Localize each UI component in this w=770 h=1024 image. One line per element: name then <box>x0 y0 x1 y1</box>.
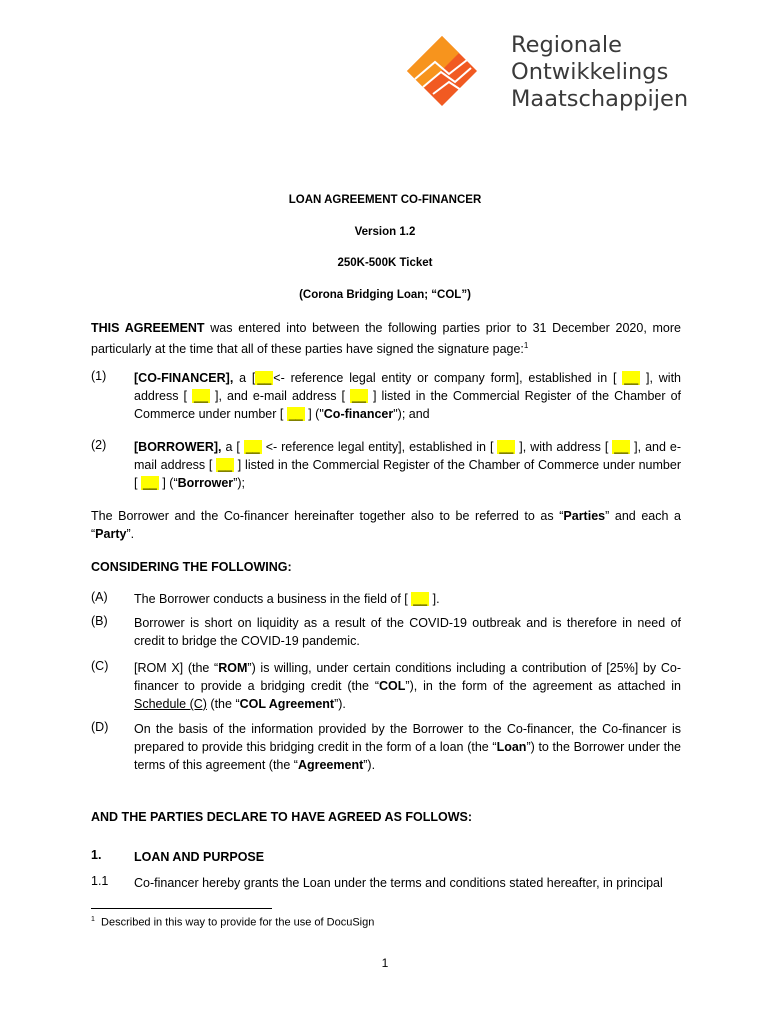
recital-d-text: On the basis of the information provided by the Borrower to the Co-financer, the Co-financer is prepared to provide this bridging credit in the form of a loan (the “Loan”) to the Borrower under the terms of this agreement (the “Agreement”). <box>134 722 682 772</box>
intro-text: was entered into between the following parties prior to 31 December 2020, more particularly at the time that all of these parties have signed the signature page: <box>91 321 681 357</box>
footnote <box>91 916 374 929</box>
logo-line-3: Maatschappijen <box>511 86 689 112</box>
document-title: LOAN AGREEMENT CO-FINANCER <box>288 194 482 206</box>
party-1-text: [CO-FINANCER], a [ __ <- reference legal entity or company form], established in [ __ ], with address [ __ ], and e-mail address [ __ ] listed in the Commercial Register of the Chamber of Commerce under number [ __ ] ("Co-financer"); and <box>134 371 682 421</box>
document-version: Version 1.2 <box>354 226 416 238</box>
recital-a-number: (A) <box>91 590 108 604</box>
section-1-number: 1. <box>91 848 102 862</box>
footnote-text: Described in this way to provide for the use of DocuSign <box>101 916 375 929</box>
logo-line-1: Regionale <box>511 32 622 58</box>
party-2-number: (2) <box>91 438 107 452</box>
page-number: 1 <box>381 956 389 970</box>
recital-a-text: The Borrower conducts a business in the field of [ __ ]. <box>134 592 440 606</box>
recital-d-number: (D) <box>91 720 109 734</box>
intro-paragraph <box>91 319 681 358</box>
clause-1-1-text: Co-financer hereby grants the Loan under the terms and conditions stated hereafter, in principal <box>134 876 663 890</box>
document-ticket: 250K-500K Ticket <box>337 257 433 269</box>
document-subtitle: (Corona Bridging Loan; “COL”) <box>299 289 471 301</box>
logo-line-2: Ontwikkelings <box>511 59 669 85</box>
footnote-ref: 1 <box>523 341 529 350</box>
recital-c-text: [ROM X] (the “ROM”) is willing, under certain conditions including a contribution of [25%] by Co-financer to provide a bridging credit (the “COL”), in the form of the agreement as attached in Schedule (C) (the “COL Agreement”). <box>134 661 682 711</box>
recital-b-text: Borrower is short on liquidity as a result of the COVID-19 outbreak and is therefore in need of credit to bridge the COVID-19 pandemic. <box>134 616 681 648</box>
party-1-number: (1) <box>91 369 107 383</box>
footnote-number: 1 <box>91 916 95 923</box>
agreed-heading: AND THE PARTIES DECLARE TO HAVE AGREED AS FOLLOWS: <box>91 810 473 824</box>
recital-b-number: (B) <box>91 614 108 628</box>
section-1-title: LOAN AND PURPOSE <box>134 850 265 864</box>
logo-wordmark <box>511 32 688 113</box>
intro-bold: THIS AGREEMENT <box>91 321 205 335</box>
parties-definition: The Borrower and the Co-financer hereinafter together also to be referred to as “Parties” and each a “Party”. <box>91 509 681 541</box>
considering-heading: CONSIDERING THE FOLLOWING: <box>91 560 292 574</box>
footnote-separator <box>91 908 272 909</box>
clause-1-1-number: 1.1 <box>91 874 109 888</box>
recital-c-number: (C) <box>91 659 109 673</box>
party-2-text: [BORROWER], a [ __ <- reference legal entity], established in [ __ ], with address [ __ ], and e-mail address [ __ ] listed in the Commercial Register of the Chamber of Commerce under number [ __ ] (“Borrower”); <box>134 440 682 490</box>
logo-icon <box>405 34 479 108</box>
